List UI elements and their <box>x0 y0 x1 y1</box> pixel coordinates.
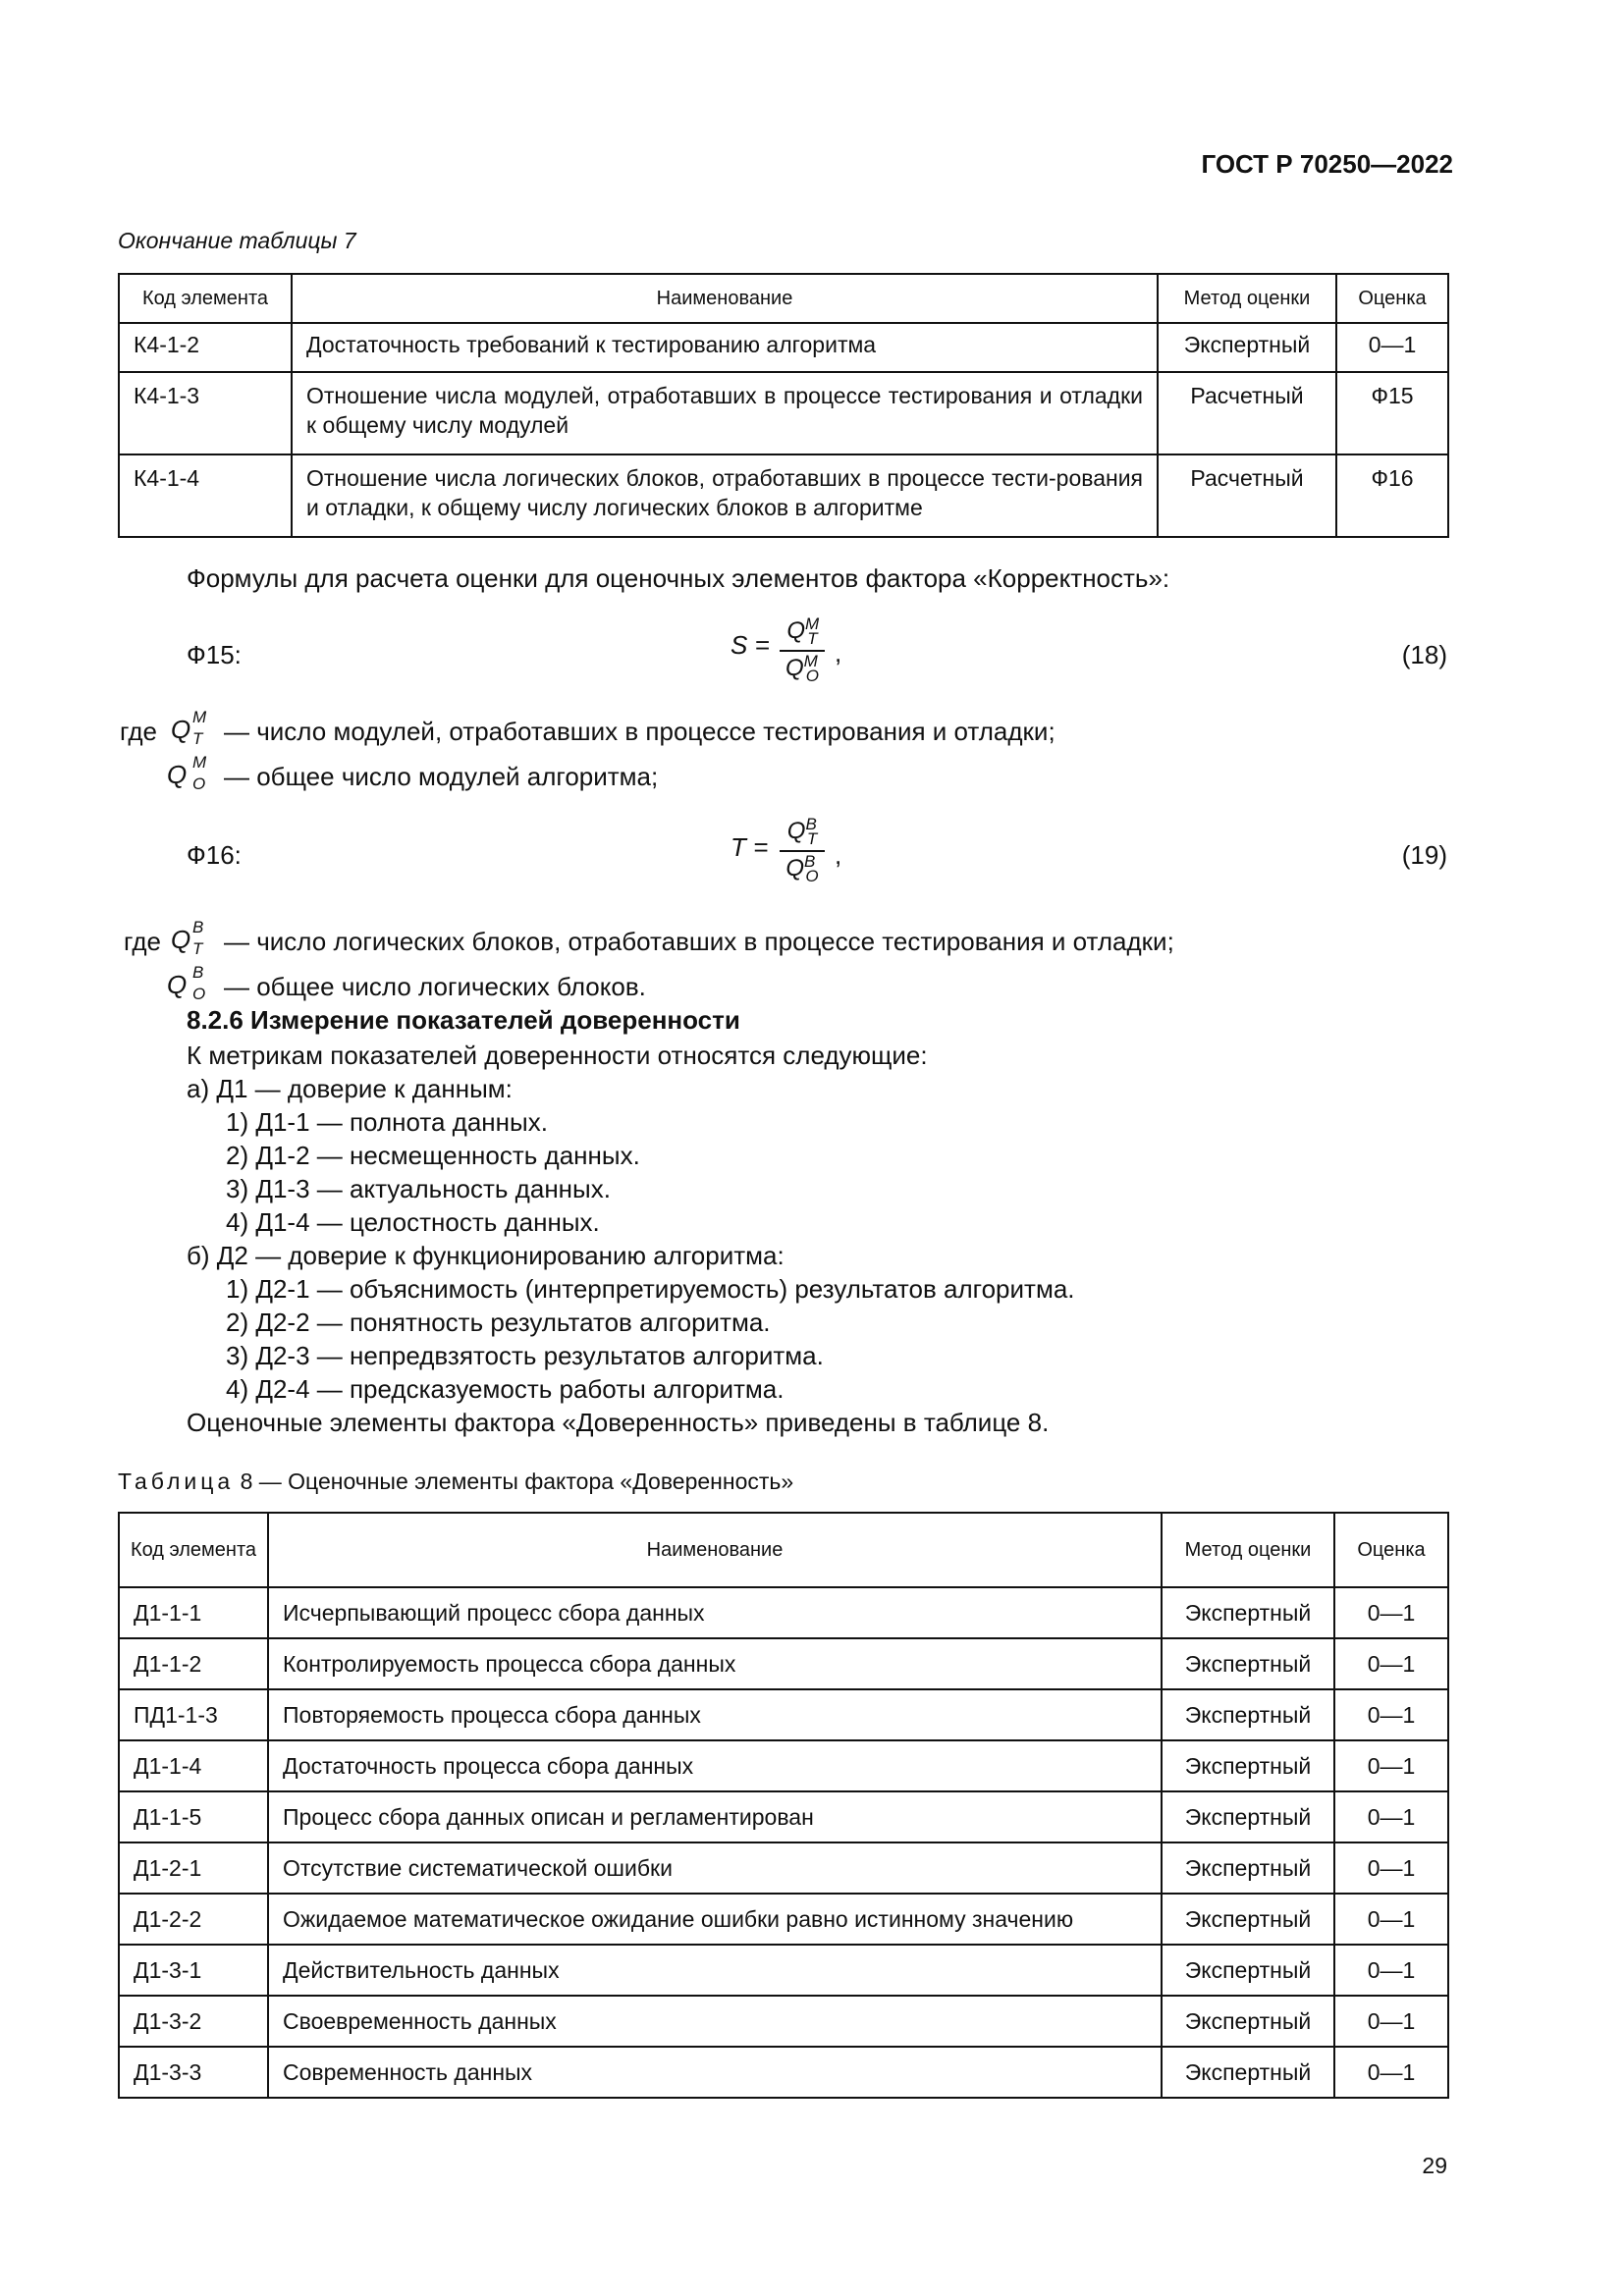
cell-name: Отношение числа логических блоков, отработавших в процессе тести-рования и отладки, к общему числу логических блоков в алгоритме <box>292 454 1158 537</box>
cell-method: Экспертный <box>1162 1587 1334 1638</box>
formula-comma: , <box>835 638 842 667</box>
table8-caption <box>118 1468 793 1495</box>
cell-name: Своевременность данных <box>268 1996 1162 2047</box>
column-header-score: Оценка <box>1334 1513 1448 1587</box>
formula-label-f16: Ф16: <box>187 840 242 870</box>
table-row <box>119 1587 1448 1638</box>
cell-score: Ф16 <box>1336 454 1448 537</box>
cell-name: Ожидаемое математическое ожидание ошибки равно истинному значению <box>268 1894 1162 1945</box>
where-symbol: Q <box>167 970 188 999</box>
cell-method: Экспертный <box>1162 1945 1334 1996</box>
formula-number-19: (19) <box>1401 840 1447 870</box>
column-header-code: Код элемента <box>119 1513 268 1587</box>
where-sub: T <box>192 729 203 748</box>
list-group-label: б) Д2 — доверие к функционированию алгоритма: <box>187 1241 785 1270</box>
cell-code: К4-1-4 <box>119 454 292 537</box>
cell-score: 0—1 <box>1334 2047 1448 2098</box>
fraction-denominator: $Q^M_O$ <box>785 652 820 685</box>
cell-score: 0—1 <box>1334 1894 1448 1945</box>
list-item: 2) Д2-2 — понятность результатов алгоритма. <box>226 1308 771 1337</box>
column-header-score: Оценка <box>1336 274 1448 323</box>
cell-code: Д1-1-4 <box>119 1740 268 1791</box>
where-definition: — число логических блоков, отработавших в процессе тестирования и отладки; <box>224 927 1174 956</box>
section-intro: К метрикам показателей доверенности относятся следующие: <box>187 1041 928 1070</box>
list-item: 2) Д1-2 — несмещенность данных. <box>226 1141 640 1170</box>
formulas-intro: Формулы для расчета оценки для оценочных элементов фактора «Корректность»: <box>187 563 1170 593</box>
column-header-method: Метод оценки <box>1162 1513 1334 1587</box>
table-row <box>119 1740 1448 1791</box>
table-header-row <box>119 1513 1448 1587</box>
table-row <box>119 1894 1448 1945</box>
cell-code: Д1-3-1 <box>119 1945 268 1996</box>
cell-score: 0—1 <box>1334 1791 1448 1842</box>
where-sub: T <box>192 939 203 958</box>
list-item: 3) Д1-3 — актуальность данных. <box>226 1174 611 1203</box>
where-definition: — число модулей, отработавших в процессе тестирования и отладки; <box>224 717 1056 746</box>
cell-score: 0—1 <box>1334 1587 1448 1638</box>
cell-code: ПД1-1-3 <box>119 1689 268 1740</box>
where-symbol: Q <box>171 925 191 954</box>
section-heading: 8.2.6 Измерение показателей доверенности <box>187 1005 740 1035</box>
list-group-label: а) Д1 — доверие к данным: <box>187 1074 513 1103</box>
cell-score: 0—1 <box>1334 1740 1448 1791</box>
table-row <box>119 1689 1448 1740</box>
cell-code: Д1-2-1 <box>119 1842 268 1894</box>
table8-caption-word: Таблица <box>118 1468 235 1494</box>
cell-code: К4-1-3 <box>119 372 292 454</box>
cell-name: Современность данных <box>268 2047 1162 2098</box>
cell-method: Экспертный <box>1162 1894 1334 1945</box>
list-item: 1) Д1-1 — полнота данных. <box>226 1107 548 1137</box>
list-item: 4) Д2-4 — предсказуемость работы алгоритма. <box>226 1374 785 1404</box>
cell-code: Д1-3-2 <box>119 1996 268 2047</box>
cell-code: Д1-1-1 <box>119 1587 268 1638</box>
column-header-code: Код элемента <box>119 274 292 323</box>
column-header-name: Наименование <box>268 1513 1162 1587</box>
where-sup: B <box>192 963 204 982</box>
formula-lhs-symbol: T <box>731 832 746 862</box>
table-header-row <box>119 274 1448 323</box>
table-row <box>119 1638 1448 1689</box>
table-row <box>119 372 1448 454</box>
formula-f16-fraction <box>780 815 842 885</box>
cell-method: Экспертный <box>1162 1842 1334 1894</box>
list-item: 4) Д1-4 — целостность данных. <box>226 1207 600 1237</box>
table-8 <box>118 1512 1449 2099</box>
cell-method: Экспертный <box>1158 323 1336 372</box>
formula-number-18: (18) <box>1401 640 1447 669</box>
table-row <box>119 1791 1448 1842</box>
cell-method: Расчетный <box>1158 372 1336 454</box>
cell-method: Расчетный <box>1158 454 1336 537</box>
where-definition: — общее число логических блоков. <box>224 972 646 1001</box>
table-row <box>119 323 1448 372</box>
cell-name: Отсутствие систематической ошибки <box>268 1842 1162 1894</box>
where-definition: — общее число модулей алгоритма; <box>224 762 659 791</box>
table-row <box>119 1996 1448 2047</box>
table-row <box>119 454 1448 537</box>
cell-name: Достаточность процесса сбора данных <box>268 1740 1162 1791</box>
cell-method: Экспертный <box>1162 2047 1334 2098</box>
section-closing: Оценочные элементы фактора «Доверенность» приведены в таблице 8. <box>187 1408 1050 1437</box>
cell-score: 0—1 <box>1334 1996 1448 2047</box>
where-word: где <box>124 927 161 956</box>
fraction-numerator: $Q^B_T$ <box>786 815 818 848</box>
page-number: 29 <box>1422 2153 1447 2178</box>
table-row <box>119 1945 1448 1996</box>
cell-code: К4-1-2 <box>119 323 292 372</box>
cell-score: 0—1 <box>1334 1842 1448 1894</box>
cell-score: 0—1 <box>1336 323 1448 372</box>
cell-name: Процесс сбора данных описан и регламентирован <box>268 1791 1162 1842</box>
table-row <box>119 2047 1448 2098</box>
cell-name: Действительность данных <box>268 1945 1162 1996</box>
table-row <box>119 1842 1448 1894</box>
cell-score: 0—1 <box>1334 1689 1448 1740</box>
cell-method: Экспертный <box>1162 1638 1334 1689</box>
document-code: ГОСТ Р 70250—2022 <box>1201 149 1453 179</box>
column-header-method: Метод оценки <box>1158 274 1336 323</box>
where-symbol: Q <box>171 715 191 744</box>
column-header-name: Наименование <box>292 274 1158 323</box>
cell-name: Контролируемость процесса сбора данных <box>268 1638 1162 1689</box>
fraction-denominator: $Q^B_O$ <box>785 852 819 885</box>
where-word: где <box>120 717 157 746</box>
cell-name: Достаточность требований к тестированию алгоритма <box>292 323 1158 372</box>
formula-comma: , <box>835 840 842 870</box>
formula-lhs-t: T = <box>731 832 769 862</box>
list-item: 1) Д2-1 — объяснимость (интерпретируемость) результатов алгоритма. <box>226 1274 1075 1304</box>
where-sup: M <box>192 753 207 772</box>
table7-continuation-label: Окончание таблицы 7 <box>118 228 356 253</box>
cell-name: Повторяемость процесса сбора данных <box>268 1689 1162 1740</box>
where-sub: O <box>192 985 206 1003</box>
where-symbol: Q <box>167 760 188 789</box>
cell-name: Отношение числа модулей, отработавших в процессе тестирования и отладки к общему числу модулей <box>292 372 1158 454</box>
formula-lhs-symbol: S <box>731 630 748 660</box>
cell-code: Д1-1-5 <box>119 1791 268 1842</box>
where-sup: B <box>192 918 204 936</box>
formula-lhs-s: S = <box>731 630 770 660</box>
cell-code: Д1-3-3 <box>119 2047 268 2098</box>
cell-code: Д1-2-2 <box>119 1894 268 1945</box>
list-item: 3) Д2-3 — непредвзятость результатов алгоритма. <box>226 1341 824 1370</box>
where-sub: O <box>192 774 206 793</box>
fraction-numerator: $Q^M_T$ <box>786 614 820 648</box>
cell-score: 0—1 <box>1334 1945 1448 1996</box>
cell-score: 0—1 <box>1334 1638 1448 1689</box>
cell-method: Экспертный <box>1162 1689 1334 1740</box>
cell-code: Д1-1-2 <box>119 1638 268 1689</box>
cell-method: Экспертный <box>1162 1740 1334 1791</box>
formula-label-f15: Ф15: <box>187 640 242 669</box>
table8-caption-text: 8 — Оценочные элементы фактора «Доверенность» <box>234 1468 794 1494</box>
cell-score: Ф15 <box>1336 372 1448 454</box>
table-7 <box>118 273 1449 538</box>
cell-method: Экспертный <box>1162 1791 1334 1842</box>
cell-method: Экспертный <box>1162 1996 1334 2047</box>
formula-f15-fraction <box>780 614 842 685</box>
cell-name: Исчерпывающий процесс сбора данных <box>268 1587 1162 1638</box>
where-sup: M <box>192 708 207 726</box>
